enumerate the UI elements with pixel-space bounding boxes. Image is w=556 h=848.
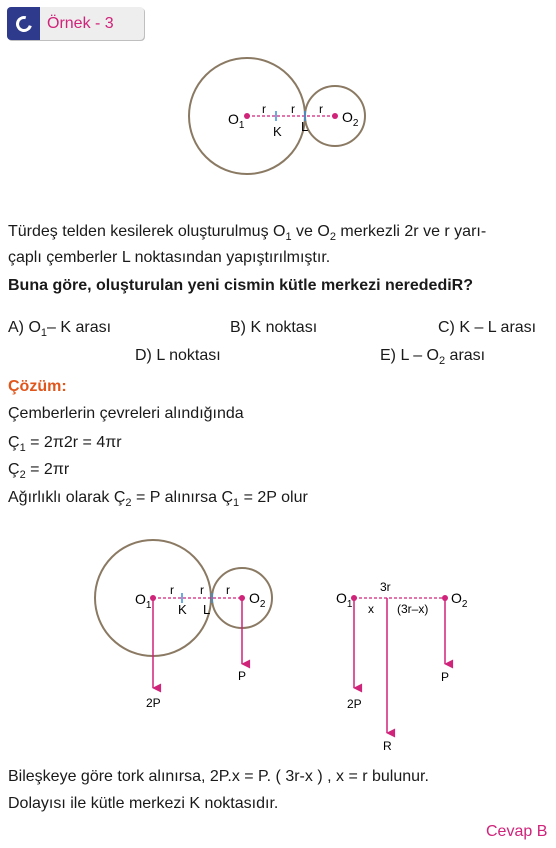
fig3-x-label: x	[368, 602, 374, 616]
example-title: Örnek - 3	[47, 15, 114, 32]
fig2-r2-label: r	[200, 583, 204, 597]
fig3-o2-label: $O_2$	[451, 590, 468, 610]
fig3-force-r: R	[383, 739, 392, 753]
figure-forces-circles	[85, 530, 285, 720]
fig2-force-p: P	[238, 669, 247, 683]
option-e: E) L – $O_2$ arası	[380, 347, 486, 367]
fig3-o1-label: $O_1$	[336, 590, 353, 610]
option-b: B) K noktası	[230, 319, 318, 336]
fig3-rest-label: (3r–x)	[397, 602, 429, 616]
figure-two-circles	[180, 52, 380, 182]
fig3-length-label: 3r	[380, 580, 391, 594]
option-c: C) K – L arası	[438, 319, 537, 336]
fig3-force-p: P	[441, 670, 450, 684]
fig3-force-2p: 2P	[347, 697, 362, 711]
conclusion-line-1: Bileşkeye göre tork alınırsa, 2P.x = P. ( 3r-x ) , x = r bulunur.	[8, 768, 429, 785]
fig2-k-label: K	[178, 602, 187, 617]
solution-c2: $Ç_2 = 2\pi r$	[8, 461, 70, 481]
solution-line-1: Çemberlerin çevreleri alındığında	[8, 405, 244, 422]
fig1-o2-label: $O_2$	[342, 109, 359, 129]
option-d: D) L noktası	[135, 347, 221, 364]
fig1-o1-label: $O_1$	[228, 111, 245, 131]
problem-line-1: Türdeş telden kesilerek oluşturulmuş $O_1$ ve $O_2$ merkezli 2r ve r yarı-	[8, 223, 487, 243]
fig1-r2-label: r	[291, 102, 295, 116]
problem-line-2: çaplı çemberler L noktasından yapıştırılmıştır.	[8, 249, 331, 266]
solution-label: Çözüm:	[8, 378, 67, 395]
answer-label: Cevap B	[486, 823, 548, 840]
figure-forces-lever	[330, 575, 490, 755]
fig1-k-label: K	[273, 124, 282, 139]
fig1-l-label: L	[301, 119, 309, 134]
fig2-o2-label: $O_2$	[249, 590, 266, 610]
option-a: A) $O_1-$ K arası	[8, 319, 112, 339]
solution-c1: $Ç_1 = 2\pi 2r = 4\pi r$	[8, 434, 122, 454]
fig2-o1-label: $O_1$	[135, 591, 152, 611]
fig2-force-2p: 2P	[146, 696, 161, 710]
fig1-r1-label: r	[262, 102, 266, 116]
conclusion-line-2: Dolayısı ile kütle merkezi K noktasıdır.	[8, 795, 279, 812]
fig2-l-label: L	[203, 602, 211, 617]
fig2-r1-label: r	[170, 583, 174, 597]
fig2-r3-label: r	[226, 583, 230, 597]
question-text: Buna göre, oluşturulan yeni cismin kütle merkezi neredediR?	[8, 277, 473, 294]
fig1-r3-label: r	[319, 102, 323, 116]
solution-weights: Ağırlıklı olarak $Ç_2 = P$ alınırsa $Ç_1 = 2P$ olur	[8, 489, 308, 509]
example-icon	[7, 7, 40, 40]
